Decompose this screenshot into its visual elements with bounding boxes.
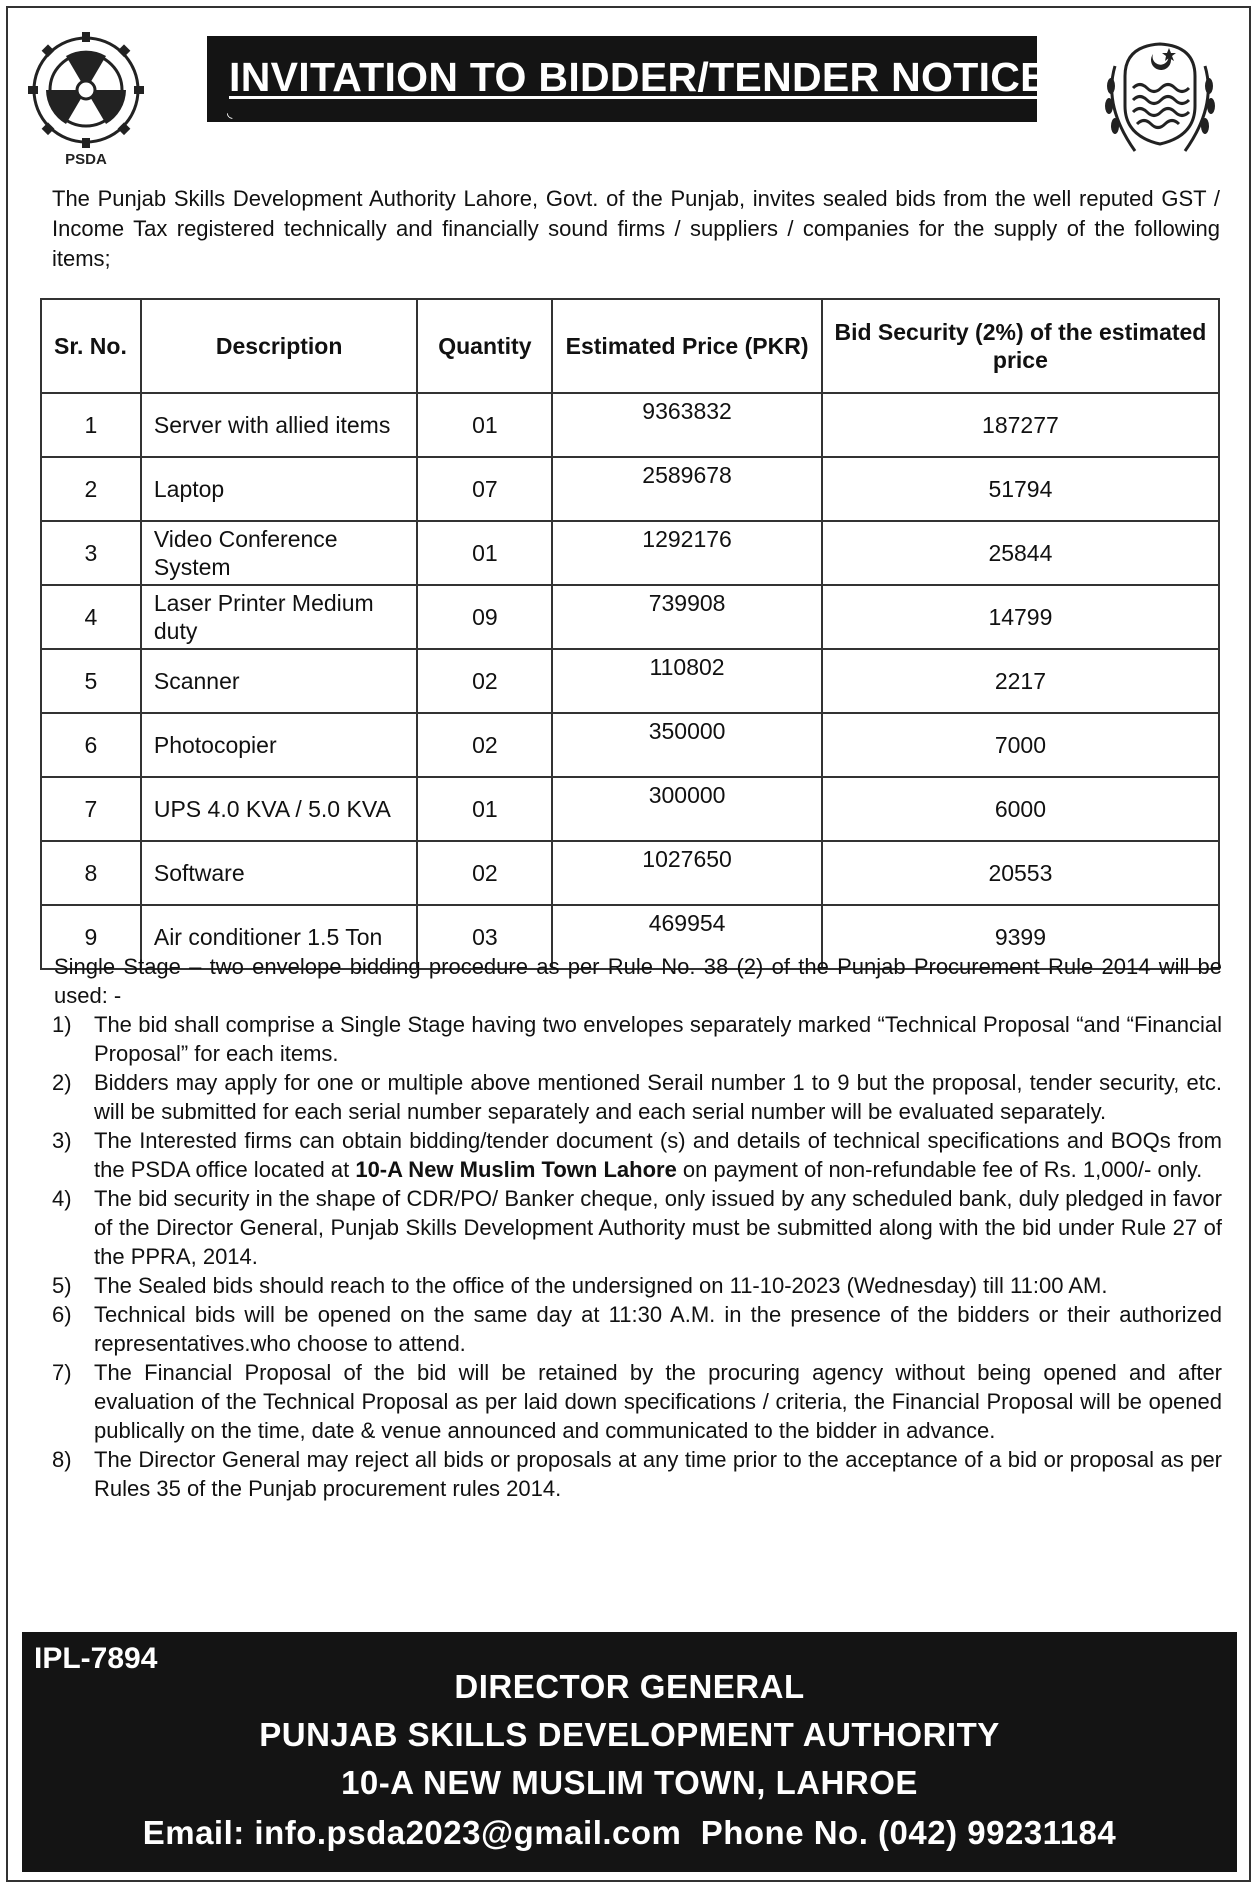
- header-sr-no: Sr. No.: [41, 299, 141, 393]
- term-text: The Director General may reject all bids or proposals at any time prior to the acceptance of a bid or proposal as per Rules 35 of the Punjab procurement rules 2014.: [94, 1447, 1222, 1501]
- term-number: 3): [52, 1128, 72, 1153]
- term-number: 8): [52, 1447, 72, 1472]
- term-text: The bid security in the shape of CDR/PO/ Banker cheque, only issued by any scheduled bank, duly pledged in favor of the Director General, Punjab Skills Development Authority must be submitted along with the bid under Rule 27 of the PPRA, 2014.: [94, 1186, 1222, 1269]
- term-number: 1): [52, 1012, 72, 1037]
- row-description: UPS 4.0 KVA / 5.0 KVA: [141, 777, 418, 841]
- row-sr: 3: [41, 521, 141, 585]
- row-sr: 4: [41, 585, 141, 649]
- svg-text:PSDA: PSDA: [65, 151, 107, 168]
- row-quantity: 02: [417, 841, 552, 905]
- row-quantity: 02: [417, 649, 552, 713]
- notice-title: INVITATION TO BIDDER/TENDER NOTICE: [229, 54, 1048, 100]
- list-item: [52, 1271, 1222, 1300]
- header-quantity: Quantity: [417, 299, 552, 393]
- row-sr: 9: [41, 905, 141, 969]
- list-item: [52, 1068, 1222, 1126]
- row-description: Air conditioner 1.5 Ton: [141, 905, 418, 969]
- table-row: [41, 777, 1219, 841]
- term-number: 7): [52, 1360, 72, 1385]
- row-price: 2589678: [552, 457, 822, 521]
- row-security: 51794: [822, 457, 1219, 521]
- row-quantity: 01: [417, 521, 552, 585]
- row-quantity: 03: [417, 905, 552, 969]
- term-text: Technical bids will be opened on the same day at 11:30 A.M. in the presence of the bidders or their authorized representatives.who choose to attend.: [94, 1302, 1222, 1356]
- row-security: 9399: [822, 905, 1219, 969]
- list-item: [52, 1300, 1222, 1358]
- table-row: [41, 585, 1219, 649]
- scan-mark: ◟: [227, 104, 233, 120]
- row-description: Video Conference System: [141, 521, 418, 585]
- terms-list: [52, 1010, 1222, 1503]
- row-description: Server with allied items: [141, 393, 418, 457]
- row-description: Software: [141, 841, 418, 905]
- term-text: The Financial Proposal of the bid will be retained by the procuring agency without being opened and after evaluation of the Technical Proposal as per laid down specifications / criteria, the Financial Proposal will be opened publically on the time, date & venue announced and communicated to the bidder in advance.: [94, 1360, 1222, 1443]
- table-row: [41, 713, 1219, 777]
- term-number: 5): [52, 1273, 72, 1298]
- row-price: 9363832: [552, 393, 822, 457]
- term-text: Bidders may apply for one or multiple above mentioned Serail number 1 to 9 but the proposal, tender security, etc. will be submitted for each serial number separately and each serial number will be evaluated separately.: [94, 1070, 1222, 1124]
- footer-organization: PUNJAB SKILLS DEVELOPMENT AUTHORITY: [259, 1716, 1000, 1753]
- list-item: [52, 1184, 1222, 1271]
- row-description: Laser Printer Medium duty: [141, 585, 418, 649]
- items-table: [40, 298, 1220, 970]
- row-sr: 2: [41, 457, 141, 521]
- term-text-part: The Interested firms can obtain bidding/tender document (s) and details of technical specifications and BOQs from the PSDA office located at: [94, 1128, 1222, 1182]
- term-text: The bid shall comprise a Single Stage having two envelopes separately marked “Technical Proposal “and “Financial Proposal” for each items.: [94, 1012, 1222, 1066]
- row-price: 110802: [552, 649, 822, 713]
- intro-paragraph: The Punjab Skills Development Authority Lahore, Govt. of the Punjab, invites sealed bids from the well reputed GST / Income Tax registered technically and financially sound firms / suppliers / companies for the supply of the following items;: [52, 186, 1220, 271]
- title-banner: [207, 36, 1048, 122]
- footer-designation: DIRECTOR GENERAL: [454, 1668, 805, 1705]
- footer-address: 10-A NEW MUSLIM TOWN, LAHROE: [341, 1764, 918, 1801]
- punjab-government-emblem-icon: [1095, 26, 1225, 161]
- list-item: [52, 1445, 1222, 1503]
- row-quantity: 01: [417, 777, 552, 841]
- row-price: 739908: [552, 585, 822, 649]
- row-price: 300000: [552, 777, 822, 841]
- term-number: 6): [52, 1302, 72, 1327]
- row-quantity: 01: [417, 393, 552, 457]
- footer-contact: Email: info.psda2023@gmail.com Phone No. (042) 99231184: [142, 1814, 1117, 1851]
- list-item: [52, 1126, 1222, 1184]
- header-estimated-price: Estimated Price (PKR): [552, 299, 822, 393]
- term-number: 2): [52, 1070, 72, 1095]
- row-description: Scanner: [141, 649, 418, 713]
- term-text: The Sealed bids should reach to the office of the undersigned on 11-10-2023 (Wednesday) till 11:00 AM.: [94, 1273, 1108, 1298]
- row-security: 14799: [822, 585, 1219, 649]
- row-sr: 8: [41, 841, 141, 905]
- row-quantity: 09: [417, 585, 552, 649]
- contact-footer: [22, 1632, 1237, 1872]
- header-bid-security: Bid Security (2%) of the estimated price: [822, 299, 1219, 393]
- procedure-intro: Single Stage – two envelope bidding procedure as per Rule No. 38 (2) of the Punjab Procurement Rule 2014 will be used: -: [54, 954, 1222, 1008]
- row-quantity: 02: [417, 713, 552, 777]
- list-item: [52, 1010, 1222, 1068]
- row-price: 1292176: [552, 521, 822, 585]
- table-row: [41, 841, 1219, 905]
- list-item: [52, 1358, 1222, 1445]
- table-row: [41, 521, 1219, 585]
- office-address-bold: 10-A New Muslim Town Lahore: [355, 1157, 677, 1182]
- row-security: 20553: [822, 841, 1219, 905]
- row-description: Photocopier: [141, 713, 418, 777]
- row-sr: 1: [41, 393, 141, 457]
- table-row: [41, 393, 1219, 457]
- row-quantity: 07: [417, 457, 552, 521]
- table-row: [41, 649, 1219, 713]
- row-sr: 6: [41, 713, 141, 777]
- term-text-part: on payment of non-refundable fee of Rs. 1,000/- only.: [676, 1157, 1203, 1182]
- row-security: 187277: [822, 393, 1219, 457]
- ipl-code: IPL-7894: [34, 1642, 158, 1675]
- row-price: 469954: [552, 905, 822, 969]
- header-description: Description: [141, 299, 418, 393]
- term-number: 4): [52, 1186, 72, 1211]
- row-security: 2217: [822, 649, 1219, 713]
- row-price: 350000: [552, 713, 822, 777]
- term-text: [94, 1126, 1222, 1184]
- row-description: Laptop: [141, 457, 418, 521]
- table-row: [41, 457, 1219, 521]
- row-sr: 7: [41, 777, 141, 841]
- row-security: 6000: [822, 777, 1219, 841]
- row-security: 7000: [822, 713, 1219, 777]
- row-sr: 5: [41, 649, 141, 713]
- row-price: 1027650: [552, 841, 822, 905]
- row-security: 25844: [822, 521, 1219, 585]
- psda-emblem-icon: [14, 28, 164, 168]
- table-header-row: [41, 299, 1219, 393]
